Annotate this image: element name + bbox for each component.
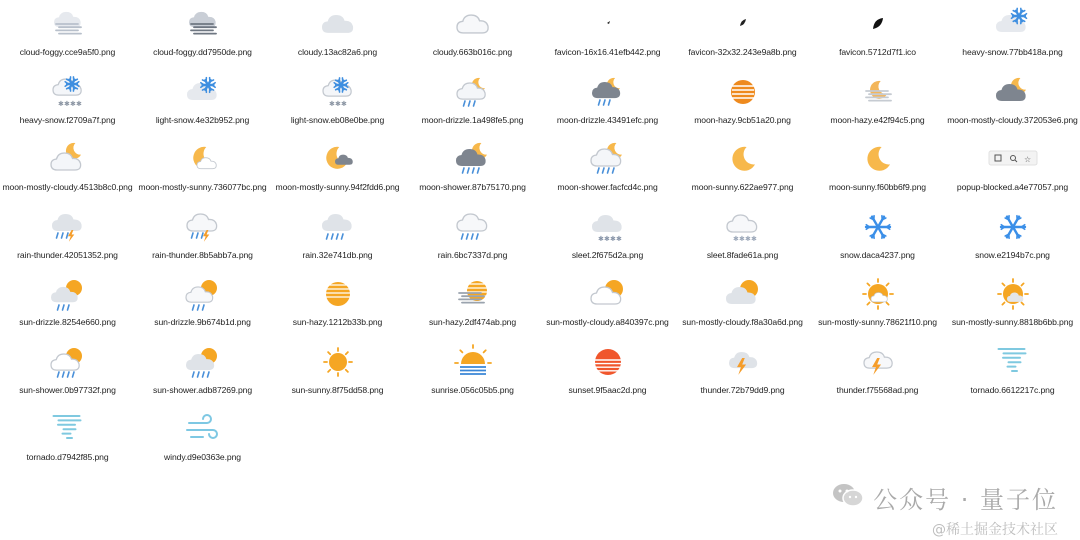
file-name: moon-drizzle.43491efc.png [556,114,659,125]
wechat-icon [831,481,865,514]
watermark-subtitle: @稀土掘金技术社区 [932,522,1058,538]
file-tile[interactable] [675,135,810,203]
sun-shower-alt-icon [183,346,223,378]
thunder-icon [723,346,763,378]
file-name: rain-thunder.42051352.png [17,249,118,260]
file-tile[interactable] [270,270,405,338]
svg-text:✱: ✱ [75,99,82,108]
file-name: tornado.6612217c.png [970,384,1055,395]
file-tile[interactable] [135,203,270,271]
file-name: snow.daca4237.png [840,249,915,260]
moon-mostly-cloudy-icon [48,143,88,175]
file-tile[interactable] [810,0,945,68]
file-name: sun-hazy.2df474ab.png [428,317,517,327]
heavy-snow-icon [993,8,1033,40]
file-name: tornado.d7942f85.png [26,452,109,462]
light-snow-outline-icon [318,76,358,108]
tornado-icon [993,346,1033,378]
file-name: cloud-foggy.cce9a5f0.png [19,47,116,57]
file-tile[interactable] [675,0,810,68]
file-name: rain.6bc7337d.png [437,249,508,260]
file-name: windy.d9e0363e.png [164,452,241,462]
file-tile[interactable] [810,203,945,271]
moon-sunny-alt-icon [858,143,898,175]
file-name: favicon-32x32.243e9a8b.png [688,47,797,57]
file-name: moon-mostly-sunny.94f2fdd6.png [275,182,400,192]
moon-shower-dark-icon [453,143,493,175]
file-tile[interactable] [945,0,1080,68]
file-tile[interactable] [945,135,1080,203]
svg-text:✱: ✱ [340,99,347,108]
snowflake-icon [858,211,898,243]
windy-icon [183,413,223,445]
moon-drizzle-icon [453,76,493,108]
svg-text:✱: ✱ [57,99,64,108]
file-name: rain.32e741db.png [302,249,373,260]
file-name: sun-drizzle.9b674b1d.png [154,317,251,327]
file-tile[interactable] [270,68,405,136]
file-tile[interactable] [540,203,675,271]
sunrise-icon [453,346,493,378]
sun-drizzle-icon [48,278,88,310]
file-name: moon-mostly-cloudy.372053e6.png [947,114,1078,125]
sun-drizzle-outline-icon [183,278,223,310]
svg-text:☆: ☆ [1023,155,1031,164]
file-tile[interactable] [0,0,135,68]
rain-outline-icon [453,211,493,243]
file-tile[interactable] [0,203,135,271]
file-tile[interactable] [945,203,1080,271]
file-tile[interactable] [135,0,270,68]
file-name: sun-mostly-sunny.78621f10.png [818,317,937,327]
svg-text:✱: ✱ [63,99,70,108]
file-tile[interactable] [0,338,135,406]
snowflake-alt-icon [993,211,1033,243]
file-tile[interactable] [405,338,540,406]
file-tile[interactable] [135,135,270,203]
svg-text:✱: ✱ [615,234,622,243]
file-name: moon-shower.87b75170.png [419,182,526,192]
file-tile[interactable] [675,338,810,406]
file-tile[interactable] [0,405,135,473]
file-name: sunrise.056c05b5.png [431,384,514,395]
file-name: sun-hazy.1212b33b.png [292,317,383,327]
file-name: cloudy.13ac82a6.png [297,47,378,57]
file-name: favicon-16x16.41efb442.png [554,47,661,57]
file-tile[interactable] [540,270,675,338]
file-tile[interactable] [270,0,405,68]
file-name: moon-sunny.f60bb6f9.png [829,182,926,192]
file-tile[interactable] [945,270,1080,338]
tornado-alt-icon [48,413,88,445]
file-tile[interactable] [810,68,945,136]
file-name: thunder.72b79dd9.png [700,384,785,395]
svg-text:✱: ✱ [603,234,610,243]
file-tile[interactable] [0,68,135,136]
thunder-alt-icon [858,346,898,378]
file-tile[interactable] [135,68,270,136]
moon-hazy-icon [723,76,763,108]
sleet-icon [588,211,628,243]
svg-text:✱: ✱ [732,234,739,243]
moon-drizzle-dark-icon [588,76,628,108]
file-tile[interactable] [0,270,135,338]
file-tile[interactable] [675,68,810,136]
file-name: thunder.f75568ad.png [836,384,919,395]
file-name: light-snow.4e32b952.png [155,114,250,125]
file-tile[interactable] [810,270,945,338]
file-tile[interactable] [270,203,405,271]
svg-text:✱: ✱ [738,234,745,243]
sun-mostly-cloudy-icon [723,278,763,310]
svg-text:✱: ✱ [334,99,341,108]
sun-sunny-icon [318,346,358,378]
file-name: sun-mostly-cloudy.a840397c.png [546,317,669,327]
file-name: moon-hazy.e42f94c5.png [830,114,925,125]
sun-hazy-alt-icon [453,278,493,310]
moon-shower-icon [588,143,628,175]
moon-mostly-sunny-icon [183,143,223,175]
sun-mostly-cloudy-outline-icon [588,278,628,310]
sun-mostly-sunny-alt-icon [993,278,1033,310]
moon-mostly-cloudy-dark-icon [993,76,1033,108]
file-tile[interactable] [135,405,270,473]
file-name: moon-sunny.622ae977.png [691,182,794,192]
file-name: sun-drizzle.8254e660.png [19,317,116,327]
watermark-title: 公众号 · 量子位 [873,486,1058,514]
file-name: moon-mostly-cloudy.4513b8c0.png [2,182,133,192]
sun-hazy-icon [318,278,358,310]
file-name: popup-blocked.a4e77057.png [956,182,1069,192]
moon-sunny-icon [723,143,763,175]
sleet-outline-icon [723,211,763,243]
file-name: light-snow.eb08e0be.png [290,114,385,125]
rain-thunder-icon [48,211,88,243]
file-name: favicon.5712d7f1.ico [839,47,916,57]
file-name: sunset.9f5aac2d.png [568,384,647,395]
file-tile[interactable] [405,203,540,271]
file-tile[interactable] [675,270,810,338]
light-snow-icon [183,76,223,108]
file-name: heavy-snow.77bb418a.png [962,47,1063,57]
favicon-small-icon [588,8,628,40]
svg-text:✱: ✱ [69,99,76,108]
file-tile[interactable] [540,0,675,68]
favicon-icon [858,8,898,40]
file-name: snow.e2194b7c.png [975,249,1050,260]
file-tile[interactable] [675,203,810,271]
file-name: rain-thunder.8b5abb7a.png [152,249,253,260]
file-name: moon-mostly-sunny.736077bc.png [138,182,267,192]
file-name: sun-mostly-sunny.8818b6bb.png [951,317,1074,327]
svg-text:✱: ✱ [744,234,751,243]
file-tile[interactable] [810,338,945,406]
file-name: sleet.2f675d2a.png [571,249,644,260]
file-name: sun-mostly-cloudy.f8a30a6d.png [682,317,803,327]
file-tile[interactable] [270,135,405,203]
file-tile[interactable] [810,135,945,203]
popup-blocked-icon [993,143,1033,175]
file-name: sun-shower.adb87269.png [153,384,252,395]
svg-text:✱: ✱ [597,234,604,243]
svg-text:✱: ✱ [328,99,335,108]
file-tile[interactable] [540,68,675,136]
file-name: cloudy.663b016c.png [432,47,513,57]
file-tile[interactable] [405,270,540,338]
favicon-medium-icon [723,8,763,40]
file-tile[interactable] [540,338,675,406]
svg-text:✱: ✱ [609,234,616,243]
file-tile[interactable] [405,0,540,68]
file-tile[interactable] [270,338,405,406]
heavy-snow-outline-icon [48,76,88,108]
cloudy-icon [318,8,358,40]
file-tile[interactable] [945,68,1080,136]
rain-icon [318,211,358,243]
rain-thunder-outline-icon [183,211,223,243]
file-tile[interactable] [135,338,270,406]
file-name: sun-shower.0b97732f.png [19,384,116,395]
file-tile[interactable] [405,68,540,136]
file-name: moon-drizzle.1a498fe5.png [421,114,524,125]
file-name: sleet.8fade61a.png [706,249,779,260]
file-name: moon-shower.facfcd4c.png [557,182,658,192]
cloudy-outline-icon [453,8,493,40]
cloud-foggy-icon [48,8,88,40]
sunset-icon [588,346,628,378]
moon-hazy-light-icon [858,76,898,108]
file-tile[interactable] [405,135,540,203]
file-tile[interactable] [540,135,675,203]
file-name: cloud-foggy.dd7950de.png [153,47,252,57]
file-name: heavy-snow.f2709a7f.png [19,114,116,125]
file-name: moon-hazy.9cb51a20.png [694,114,791,125]
file-name: sun-sunny.8f75dd58.png [291,384,384,395]
watermark [831,480,1058,539]
file-tile[interactable] [135,270,270,338]
file-tile[interactable] [945,338,1080,406]
file-tile[interactable] [0,135,135,203]
svg-text:✱: ✱ [750,234,757,243]
cloud-foggy-dark-icon [183,8,223,40]
sun-mostly-sunny-icon [858,278,898,310]
sun-shower-icon [48,346,88,378]
moon-mostly-sunny-dark-icon [318,143,358,175]
